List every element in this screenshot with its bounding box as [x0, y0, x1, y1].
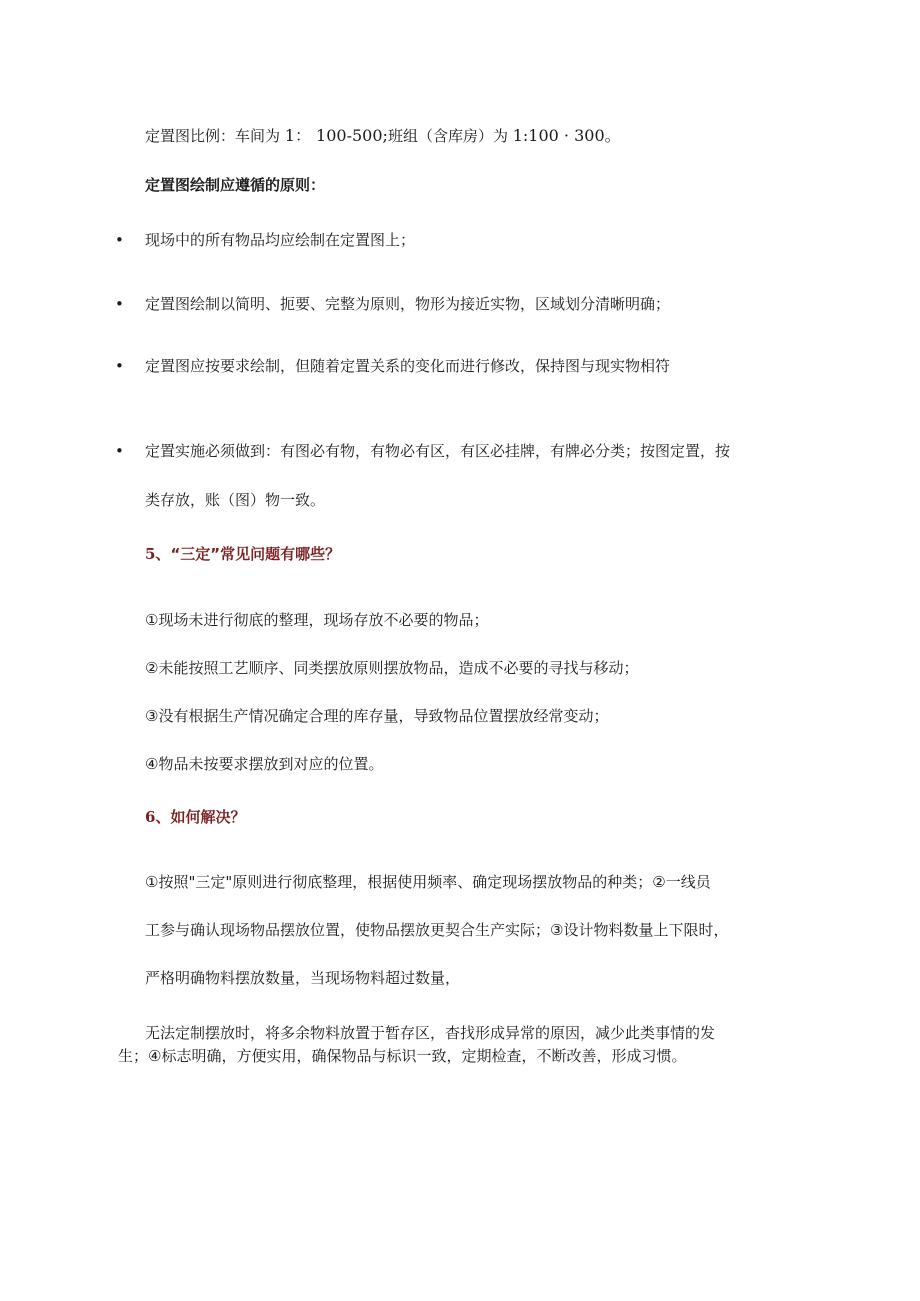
section-5-item-2: ②未能按照工艺顺序、同类摆放原则摆放物品，造成不必要的寻找与移动；	[145, 659, 639, 677]
bullet-dot-4: •	[115, 442, 124, 460]
section-6-para-line-1: ①按照"三定"原则进行彻底整理，根据使用频率、确定现场摆放物品的种类；②一线员	[145, 873, 711, 891]
bullet-item-4-continuation: 类存放，账（图）物一致。	[145, 491, 326, 509]
section-6-para2-line-1: 无法定制摆放时，将多余物料放置于暂存区，杳找形成异常的原因，减少此类事情的发	[145, 1024, 716, 1042]
scale-team-value: 1:100 · 300。	[512, 126, 621, 145]
bullet-dot-3: •	[115, 357, 124, 375]
section-6-title: 如何解决？	[170, 808, 246, 826]
section-5-title: “三定”常见问题有哪些？	[170, 545, 341, 563]
section-6-para-line-3: 严格明确物料摆放数量，当现场物料超过数量，	[145, 969, 461, 987]
section-6-para2-line-2: 生；④标志明确，方便实用，确保物品与标识一致，定期检查，不断改善，形成习惯。	[118, 1047, 687, 1065]
section-5-item-4: ④物品未按要求摆放到对应的位置。	[145, 755, 384, 773]
section-6-para-line-2: 工参与确认现场物品摆放位置，使物品摆放更契合生产实际；③设计物料数量上下限时，	[145, 921, 729, 939]
section-6-number: 6、	[145, 808, 171, 826]
bullet-dot-1: •	[115, 231, 124, 249]
scale-workshop-value: 1： 100-500;	[284, 126, 388, 145]
bullet-item-1: 现场中的所有物品均应绘制在定置图上；	[145, 231, 416, 249]
section-5-item-1: ①现场未进行彻底的整理，现场存放不必要的物品；	[145, 611, 489, 629]
scale-line	[145, 126, 621, 146]
bullet-item-3: 定置图应按要求绘制，但随着定置关系的变化而进行修改，保持图与现实物相符	[145, 357, 671, 375]
section-5-heading	[145, 544, 340, 564]
scale-label: 定置图比例：车间为	[145, 127, 285, 145]
scale-team-label: 班组（含库房）为	[387, 127, 513, 145]
bullet-dot-2: •	[115, 295, 124, 313]
bullet-item-4: 定置实施必须做到：有图必有物，有物必有区，有区必挂牌，有牌必分类；按图定置，按	[145, 442, 731, 460]
principles-title: 定置图绘制应遵循的原则：	[145, 176, 326, 194]
bullet-item-2: 定置图绘制以简明、扼要、完整为原则，物形为接近实物，区域划分清晰明确；	[145, 295, 671, 313]
section-6-heading	[145, 807, 245, 827]
section-5-number: 5、	[145, 545, 171, 563]
section-5-item-3: ③没有根据生产情况确定合理的库存量，导致物品位置摆放经常变动；	[145, 707, 609, 725]
